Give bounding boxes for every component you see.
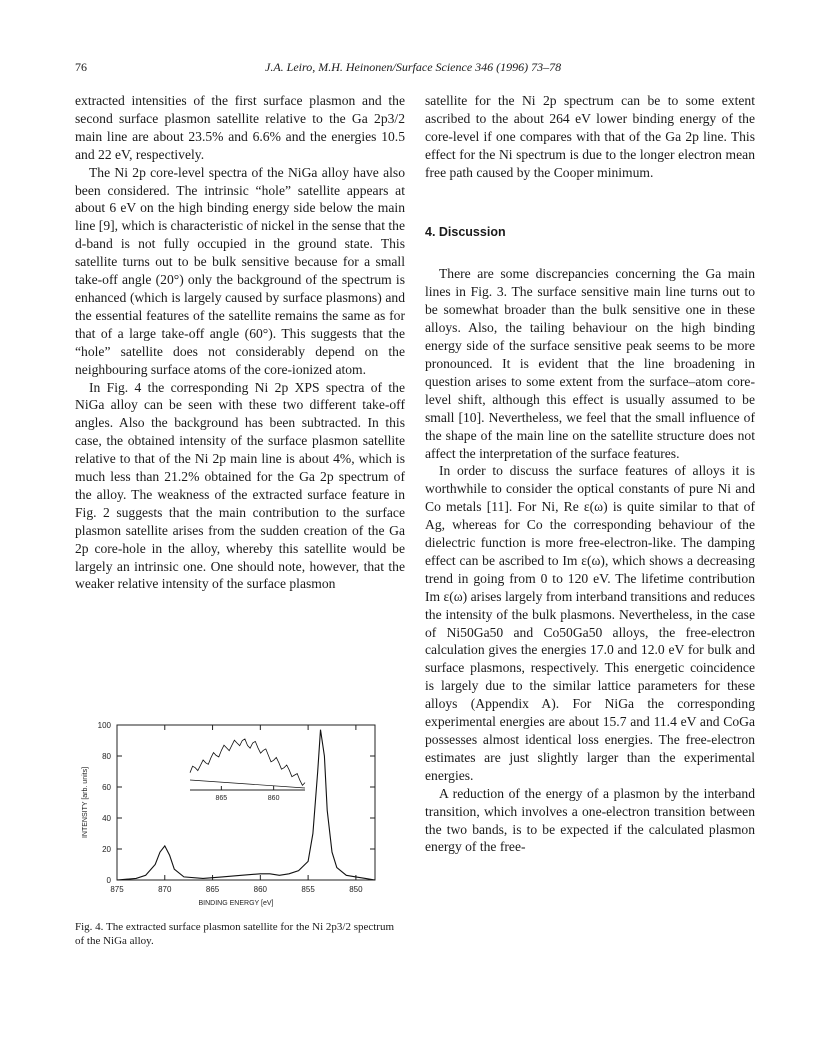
y-tick-label: 80 [102, 752, 111, 761]
y-axis-label: INTENSITY [arb. units] [82, 766, 89, 839]
section-heading: 4. Discussion [425, 224, 506, 239]
x-tick-label: 860 [253, 885, 268, 894]
x-tick-label: 865 [205, 885, 220, 894]
left-column [75, 92, 405, 593]
x-tick-label: 855 [301, 885, 315, 894]
running-title: J.A. Leiro, M.H. Heinonen/Surface Science 346 (1996) 73–78 [265, 60, 562, 74]
spectrum-line [117, 730, 375, 880]
y-tick-label: 60 [102, 783, 111, 792]
inset-x-tick-label: 865 [215, 795, 228, 802]
figure-caption: Fig. 4. The extracted surface plasmon satellite for the Ni 2p3/2 spectrum of the NiGa alloy. [75, 921, 395, 947]
x-tick-label: 850 [349, 885, 363, 894]
inset-x-tick-label: 860 [267, 795, 280, 802]
paragraph: extracted intensities of the first surface plasmon and the second surface plasmon satellite relative to the Ga 2p3/2 main line are about 23.5% and 6.6% and the energies 10.5 and 22 eV, respectively. [75, 93, 405, 162]
x-tick-label: 870 [158, 885, 172, 894]
x-axis-label: BINDING ENERGY [eV] [198, 900, 274, 907]
spectrum-chart [75, 715, 395, 920]
x-tick-label: 875 [110, 885, 124, 894]
inset-background-line [190, 780, 305, 788]
figure-4 [75, 715, 395, 935]
paragraph: In order to discuss the surface features of alloys it is worthwhile to consider the optical constants of pure Ni and Co metals [11]. For Ni, Re ε(ω) is quite similar to that of Ag, whereas for Co the corresponding behaviour of the dielectric function is more free-electron-like. The damping effect can be ascribed to Im ε(ω), which shows a decreasing trend in going from 0 to 120 eV. The lifetime contribution Im ε(ω) arises largely from interband transitions and reduces the intensity of the bulk plasmons. Nevertheless, in the case of Ni50Ga50 and Co50Ga50 alloys, the free-electron calculation gives the energies 17.0 and 12.0 eV for bulk and surface plasmons, respectively. This energetic coincidence is largely due to the similar lattice parameters for these alloys (Appendix A). For NiGa the corresponding experimental energies are about 15.7 and 11.4 eV and CoGa possesses almost identical loss energies. The free-electron estimates are just slightly larger than the experimental energies. [425, 463, 755, 783]
paragraph: In Fig. 4 the corresponding Ni 2p XPS spectra of the NiGa alloy can be seen with these two different take-off angles. Also the background has been subtracted. In this case, the obtained intensity of the surface plasmon satellite relative to that of the Ni 2p main line is about 4%, which is much less than 21.2% obtained for the Ga 2p spectrum of the alloy. The weakness of the extracted surface feature in Fig. 2 suggests that the main contribution to the surface plasmon satellite arises from the sudden creation of the Ga 2p core-hole in the alloy, whereby this satellite would be largely an intrinsic one. One should note, however, that the weaker relative intensity of the surface plasmon [75, 379, 405, 592]
paragraph: A reduction of the energy of a plasmon by the interband transition, which involves a one-electron transition between the two bands, is to be expected if the calculated plasmon energy of the free- [425, 785, 755, 855]
plot-frame [117, 725, 375, 880]
page-number: 76 [75, 60, 87, 74]
running-header [75, 60, 755, 78]
y-tick-label: 20 [102, 845, 111, 854]
y-tick-label: 40 [102, 814, 111, 823]
paragraph: satellite for the Ni 2p spectrum can be to some extent ascribed to the about 264 eV lower binding energy of the core-level if one compares with that of the Ga 2p line. This effect for the Ni spectrum is due to the longer electron mean free path caused by the Cooper minimum. [425, 93, 755, 180]
paragraph: There are some discrepancies concerning the Ga main lines in Fig. 3. The surface sensitive main line turns out to be somewhat broader than the bulk sensitive one in these alloys. Also, the tailing behaviour on the high binding energy side of the surface sensitive peak seems to be more pronounced. It is evident that the line broadening in question arises to some extent from the surface–atom core-level shift, although this effect is usually assumed to be small [10]. Nevertheless, we feel that the small influence of the shape of the main line on the satellite structure does not affect the interpretation of the surface features. [425, 266, 755, 461]
y-tick-label: 0 [106, 876, 111, 885]
right-column [425, 92, 755, 856]
y-tick-label: 100 [97, 721, 111, 730]
inset-line [190, 739, 305, 785]
paragraph: The Ni 2p core-level spectra of the NiGa alloy have also been considered. The intrinsic “hole” satellite appears at about 6 eV on the high binding energy side below the main line [9], which is characteristic of nickel in the sense that the d-band is not fully occupied in the ground state. This satellite turns out to be bulk sensitive because for a small take-off angle (20°) only the background of the spectrum is enhanced (which is largely caused by surface plasmons) and the essential features of the satellite remains the same as for that of a large take-off angle (60°). This suggests that the “hole” satellite does not considerably depend on the neighbouring surface atoms of the core-ionized atom. [75, 164, 405, 377]
